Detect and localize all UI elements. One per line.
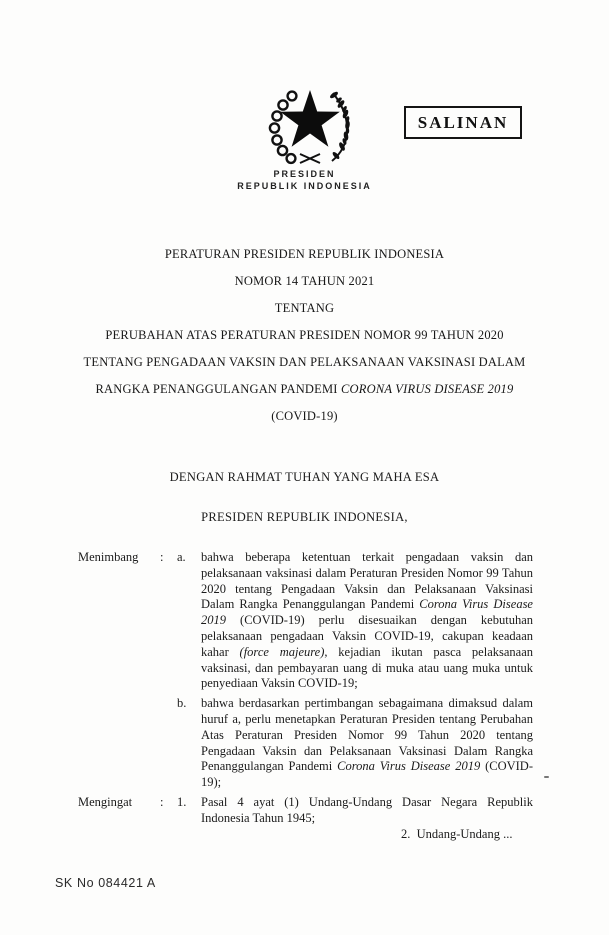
item-marker-b: b. [177, 696, 187, 711]
considering-label: Menimbang [78, 550, 139, 564]
authority-line: PRESIDEN REPUBLIK INDONESIA, [201, 510, 408, 524]
title-line-6: RANGKA PENANGGULANGAN PANDEMI CORONA VIRUS DISEASE 2019 [95, 382, 514, 396]
title-line-1: PERATURAN PRESIDEN REPUBLIK INDONESIA [164, 247, 445, 261]
footer-document-code: SK No 084421 A [55, 876, 156, 890]
regulation-title [0, 241, 609, 430]
considering-separator: : [160, 550, 164, 564]
scan-artifact-mark [544, 776, 549, 778]
item-marker-1: 1. [177, 794, 187, 809]
title-line-3: TENTANG [274, 301, 335, 315]
recalling-separator: : [160, 794, 164, 809]
considering-item-b [78, 696, 533, 791]
item-text-b: bahwa berdasarkan pertimbangan sebagaimana dimaksud dalam huruf a, perlu menetapkan Peraturan Presiden tentang Perubahan Atas Peraturan Presiden Nomor 99 Tahun 2020 tentang Pengadaan Vaksin dan Pelaksanaan Vaksinasi Dalam Rangka Penanggulangan Pandemi Corona Virus Disease 2019 (COVID-19); [201, 696, 533, 790]
letterhead-line1: PRESIDEN [273, 169, 336, 179]
presidential-star-wreath-emblem [254, 82, 366, 168]
item-text-a: bahwa beberapa ketentuan terkait pengadaan vaksin dan pelaksanaan vaksinasi dalam Peraturan Presiden Nomor 99 Tahun 2020 tentang Pengadaan Vaksin dan Pelaksanaan Vaksinasi Dalam Rangka Penanggulangan Pandemi Corona Virus Disease 2019 (COVID-19) perlu disesuaikan dengan kebutuhan pelaksanaan pengadaan Vaksin COVID-19, cakupan keadaan kahar (force majeure), kejadian ikutan pasca pelaksanaan vaksinasi, dan pembayaran uang di muka atau uang muka untuk penyediaan Vaksin COVID-19; [201, 550, 534, 691]
considering-item-a [78, 550, 533, 692]
item-text-1: Pasal 4 ayat (1) Undang-Undang Dasar Negara Republik Indonesia Tahun 1945; [201, 794, 533, 825]
title-line-4: PERUBAHAN ATAS PERATURAN PRESIDEN NOMOR 99 TAHUN 2020 [105, 328, 504, 342]
title-line-7: (COVID-19) [271, 409, 338, 423]
invocation-line: DENGAN RAHMAT TUHAN YANG MAHA ESA [169, 470, 440, 484]
letterhead-line2: REPUBLIK INDONESIA [237, 181, 372, 191]
catchword-next-page: 2. Undang-Undang ... [401, 827, 513, 841]
letterhead [0, 168, 609, 192]
item-marker-a: a. [177, 550, 186, 564]
title-line-5: TENTANG PENGADAAN VAKSIN DAN PELAKSANAAN VAKSINASI DALAM [83, 355, 526, 369]
recalling-label: Mengingat [78, 794, 133, 809]
recalling-item-1 [78, 795, 533, 827]
title-line-2: NOMOR 14 TAHUN 2021 [234, 274, 375, 288]
salinan-stamp: SALINAN [404, 106, 522, 139]
preamble-body [78, 550, 533, 827]
